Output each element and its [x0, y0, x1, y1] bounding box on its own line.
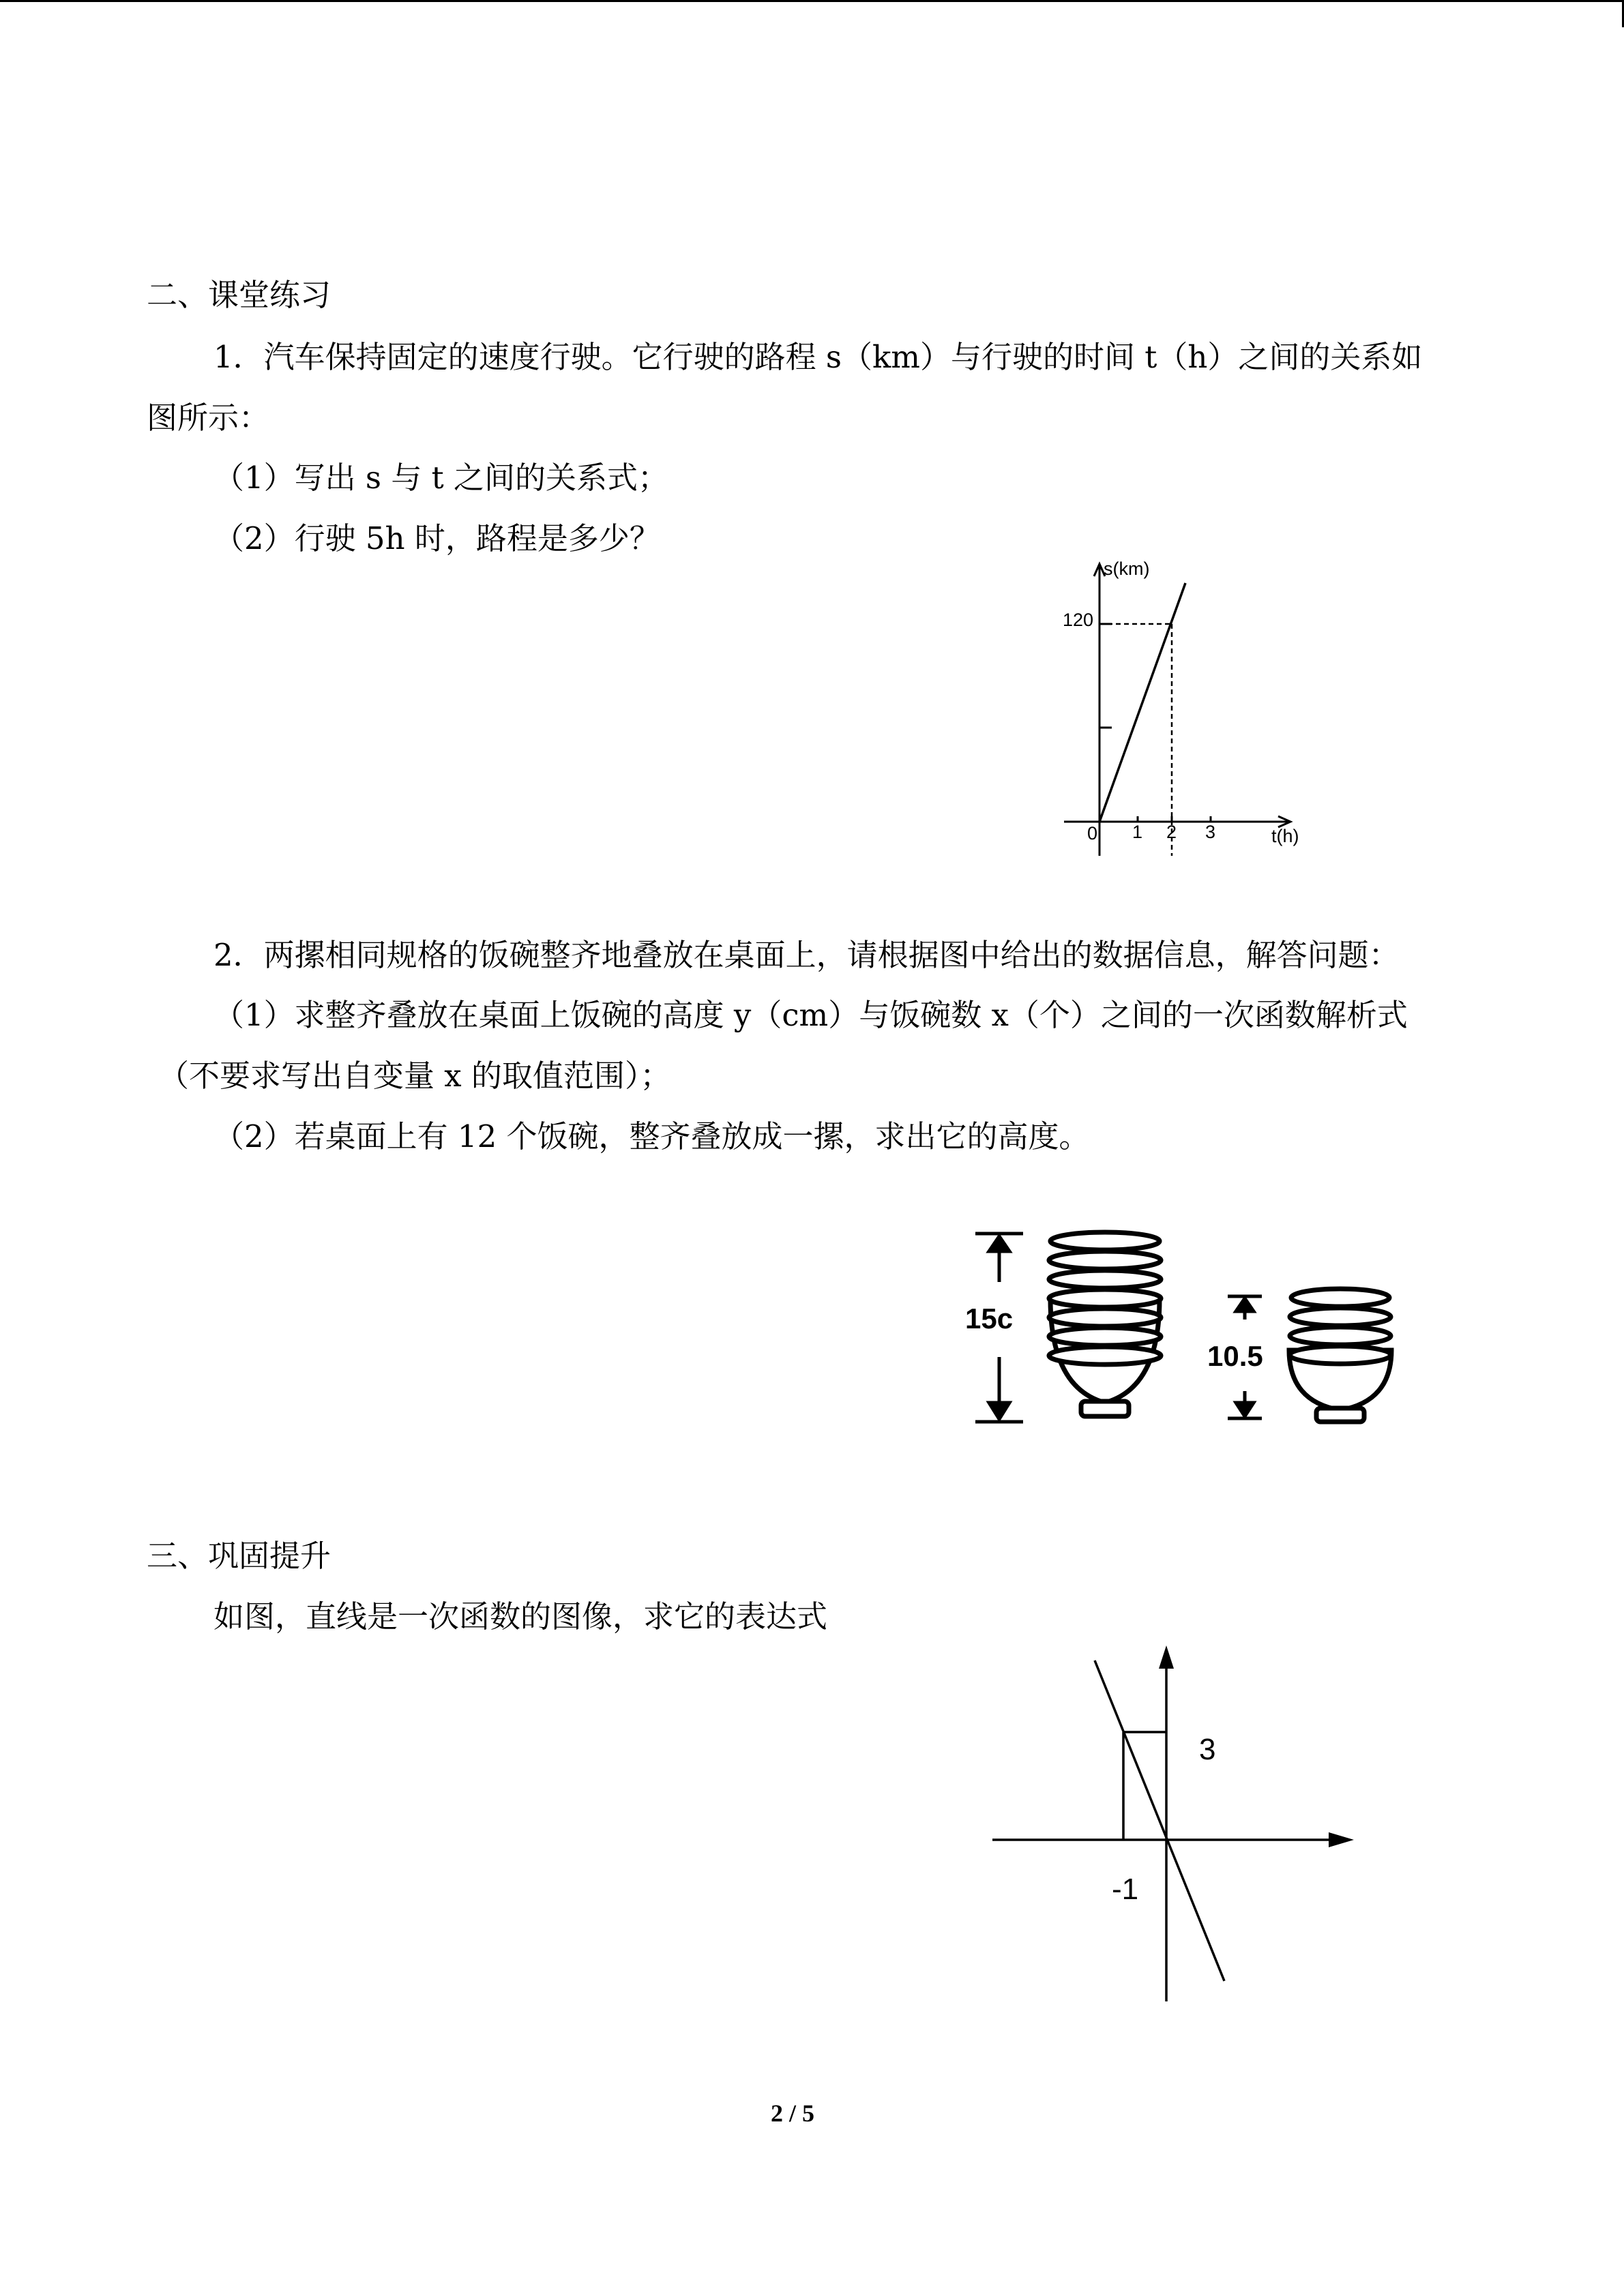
left-rim-4 [1049, 1289, 1161, 1307]
left-rim-7 [1049, 1347, 1161, 1365]
origin-label: 0 [1087, 823, 1098, 844]
graph-x-value-label: -1 [1112, 1873, 1139, 1906]
q1-text-line2: 图所示： [147, 400, 270, 436]
q2-text-line1: 2．两摞相同规格的饭碗整齐地叠放在桌面上，请根据图中给出的数据信息，解答问题： [213, 937, 1400, 973]
x-tick-label-1: 1 [1132, 822, 1143, 842]
section3-text: 如图，直线是一次函数的图像，求它的表达式 [213, 1598, 828, 1635]
q2-sub2: （2）若桌面上有 12 个饭碗，整齐叠放成一摞，求出它的高度。 [213, 1118, 1090, 1154]
x-axis-label: t(h) [1271, 826, 1299, 846]
graph-y-arrow [1159, 1645, 1174, 1669]
right-rim-2 [1290, 1308, 1391, 1326]
left-rim-1 [1050, 1232, 1160, 1250]
right-bowl-stack [1289, 1289, 1391, 1422]
y-axis-label: s(km) [1104, 558, 1150, 579]
left-rim-6 [1049, 1328, 1161, 1345]
q2-sub1-line2: （不要求写出自变量 x 的取值范围）； [158, 1058, 671, 1094]
left-rim-5 [1049, 1309, 1161, 1326]
page-number: 2 / 5 [771, 2100, 815, 2127]
x-tick-label-3: 3 [1205, 822, 1216, 842]
left-rim-2 [1049, 1251, 1161, 1269]
right-stack-label: 10.5 [1207, 1340, 1263, 1372]
distance-time-chart [1050, 556, 1323, 859]
right-rim-1 [1291, 1289, 1389, 1307]
left-rim-3 [1049, 1270, 1161, 1288]
bowl-stacks-figure [948, 1217, 1412, 1435]
left-stack-label: 15c [965, 1302, 1014, 1335]
q2-sub1-line1: （1）求整齐叠放在桌面上饭碗的高度 y（cm）与饭碗数 x（个）之间的一次函数解析式 [213, 997, 1408, 1033]
q1-sub1: （1）写出 s 与 t 之间的关系式； [213, 460, 669, 496]
y-tick-label-120: 120 [1063, 610, 1094, 630]
right-rim-4 [1290, 1346, 1391, 1364]
q1-text-line1: 1．汽车保持固定的速度行驶。它行驶的路程 s（km）与行驶的时间 t（h）之间的关系如 [213, 339, 1423, 375]
left-bowl-stack [1049, 1232, 1161, 1416]
top-border [0, 0, 1624, 2]
linear-function-graph [989, 1640, 1371, 2008]
x-tick-label-2: 2 [1166, 822, 1177, 842]
q1-sub2: （2）行驶 5h 时，路程是多少？ [213, 520, 660, 556]
section3-heading: 三、巩固提升 [147, 1538, 331, 1574]
graph-x-arrow [1329, 1832, 1354, 1847]
graph-function-line [1095, 1660, 1224, 1981]
graph-y-value-label: 3 [1199, 1733, 1216, 1766]
right-rim-3 [1290, 1327, 1391, 1345]
section2-heading: 二、课堂练习 [147, 277, 331, 313]
